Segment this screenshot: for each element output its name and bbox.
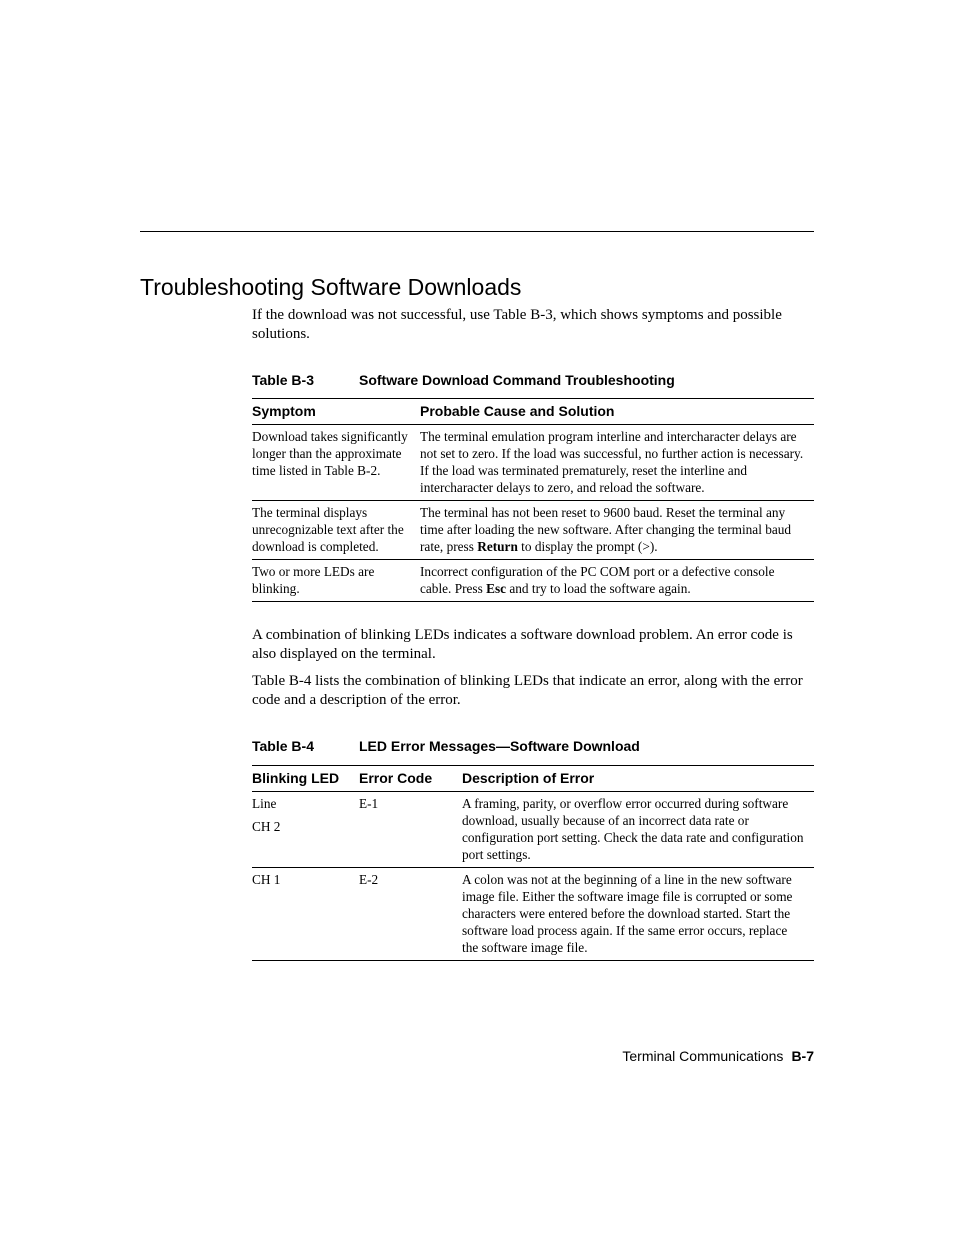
column-header-description: Description of Error xyxy=(462,766,814,792)
table-b4-title: LED Error Messages—Software Download xyxy=(359,738,640,754)
table-b4-number: Table B-4 xyxy=(252,738,314,754)
table-b3-title: Software Download Command Troubleshooting xyxy=(359,372,675,388)
solution-text: and try to load the software again. xyxy=(506,581,691,596)
solution-text: The terminal has not been reset to 9600 baud. Reset the terminal any time after loading the new software. After changing the terminal baud rate, press xyxy=(420,505,792,554)
column-header-error-code: Error Code xyxy=(359,766,462,792)
solution-cell xyxy=(420,501,814,560)
error-code-cell: E-1 xyxy=(359,792,462,868)
description-cell: A framing, parity, or overflow error occurred during software download, usually because of an incorrect data rate or configuration port setting. Check the data rate and configuration port settings. xyxy=(462,792,814,868)
solution-cell xyxy=(420,425,814,501)
table-row xyxy=(252,425,814,501)
header-rule xyxy=(140,231,814,232)
led-name: CH 1 xyxy=(252,872,281,887)
combination-paragraph: A combination of blinking LEDs indicates a software download problem. An error code is also displayed on the terminal. xyxy=(252,627,793,662)
key-name-return: Return xyxy=(477,539,518,554)
error-code-cell: E-2 xyxy=(359,868,462,961)
solution-text: The terminal emulation program interline and intercharacter delays are not set to zero. If the load was successful, no further action is necessary. If the load was terminated prematurely, reset the interline and intercharacter delays to zero, and reload the software. xyxy=(420,429,804,495)
table-row xyxy=(252,792,814,868)
column-header-symptom: Symptom xyxy=(252,399,420,425)
table-b4 xyxy=(252,765,814,961)
column-header-blinking-led: Blinking LED xyxy=(252,766,359,792)
solution-text: to display the prompt (>). xyxy=(517,539,658,554)
led-name: CH 2 xyxy=(252,819,281,834)
table-row xyxy=(252,868,814,961)
table-b3 xyxy=(252,398,814,602)
blinking-led-cell xyxy=(252,792,359,868)
footer-chapter: Terminal Communications xyxy=(622,1048,784,1064)
column-header-solution: Probable Cause and Solution xyxy=(420,399,814,425)
symptom-cell: The terminal displays unrecognizable text after the download is completed. xyxy=(252,501,420,560)
solution-cell xyxy=(420,560,814,602)
intro-paragraph: If the download was not successful, use Table B-3, which shows symptoms and possible solutions. xyxy=(252,307,782,342)
table-header-row xyxy=(252,399,814,425)
symptom-cell: Two or more LEDs are blinking. xyxy=(252,560,420,602)
symptom-cell: Download takes significantly longer than the approximate time listed in Table B-2. xyxy=(252,425,420,501)
page-number: B-7 xyxy=(791,1048,814,1064)
blinking-led-cell xyxy=(252,868,359,961)
solution-text: Incorrect configuration of the PC COM port or a defective console cable. Press xyxy=(420,564,775,596)
table-b4-intro-paragraph: Table B-4 lists the combination of blinking LEDs that indicate an error, along with the error code and a description of the error. xyxy=(252,673,803,708)
page-footer xyxy=(622,1046,814,1066)
table-b3-number: Table B-3 xyxy=(252,372,314,388)
description-cell: A colon was not at the beginning of a line in the new software image file. Either the software image file is corrupted or some characters were entered before the download started. Start the software load process again. If the same error occurs, replace the software image file. xyxy=(462,868,814,961)
led-name: Line xyxy=(252,796,277,811)
table-row xyxy=(252,501,814,560)
table-row xyxy=(252,560,814,602)
section-title: Troubleshooting Software Downloads xyxy=(140,274,522,300)
table-header-row xyxy=(252,766,814,792)
key-name-esc: Esc xyxy=(486,581,507,596)
